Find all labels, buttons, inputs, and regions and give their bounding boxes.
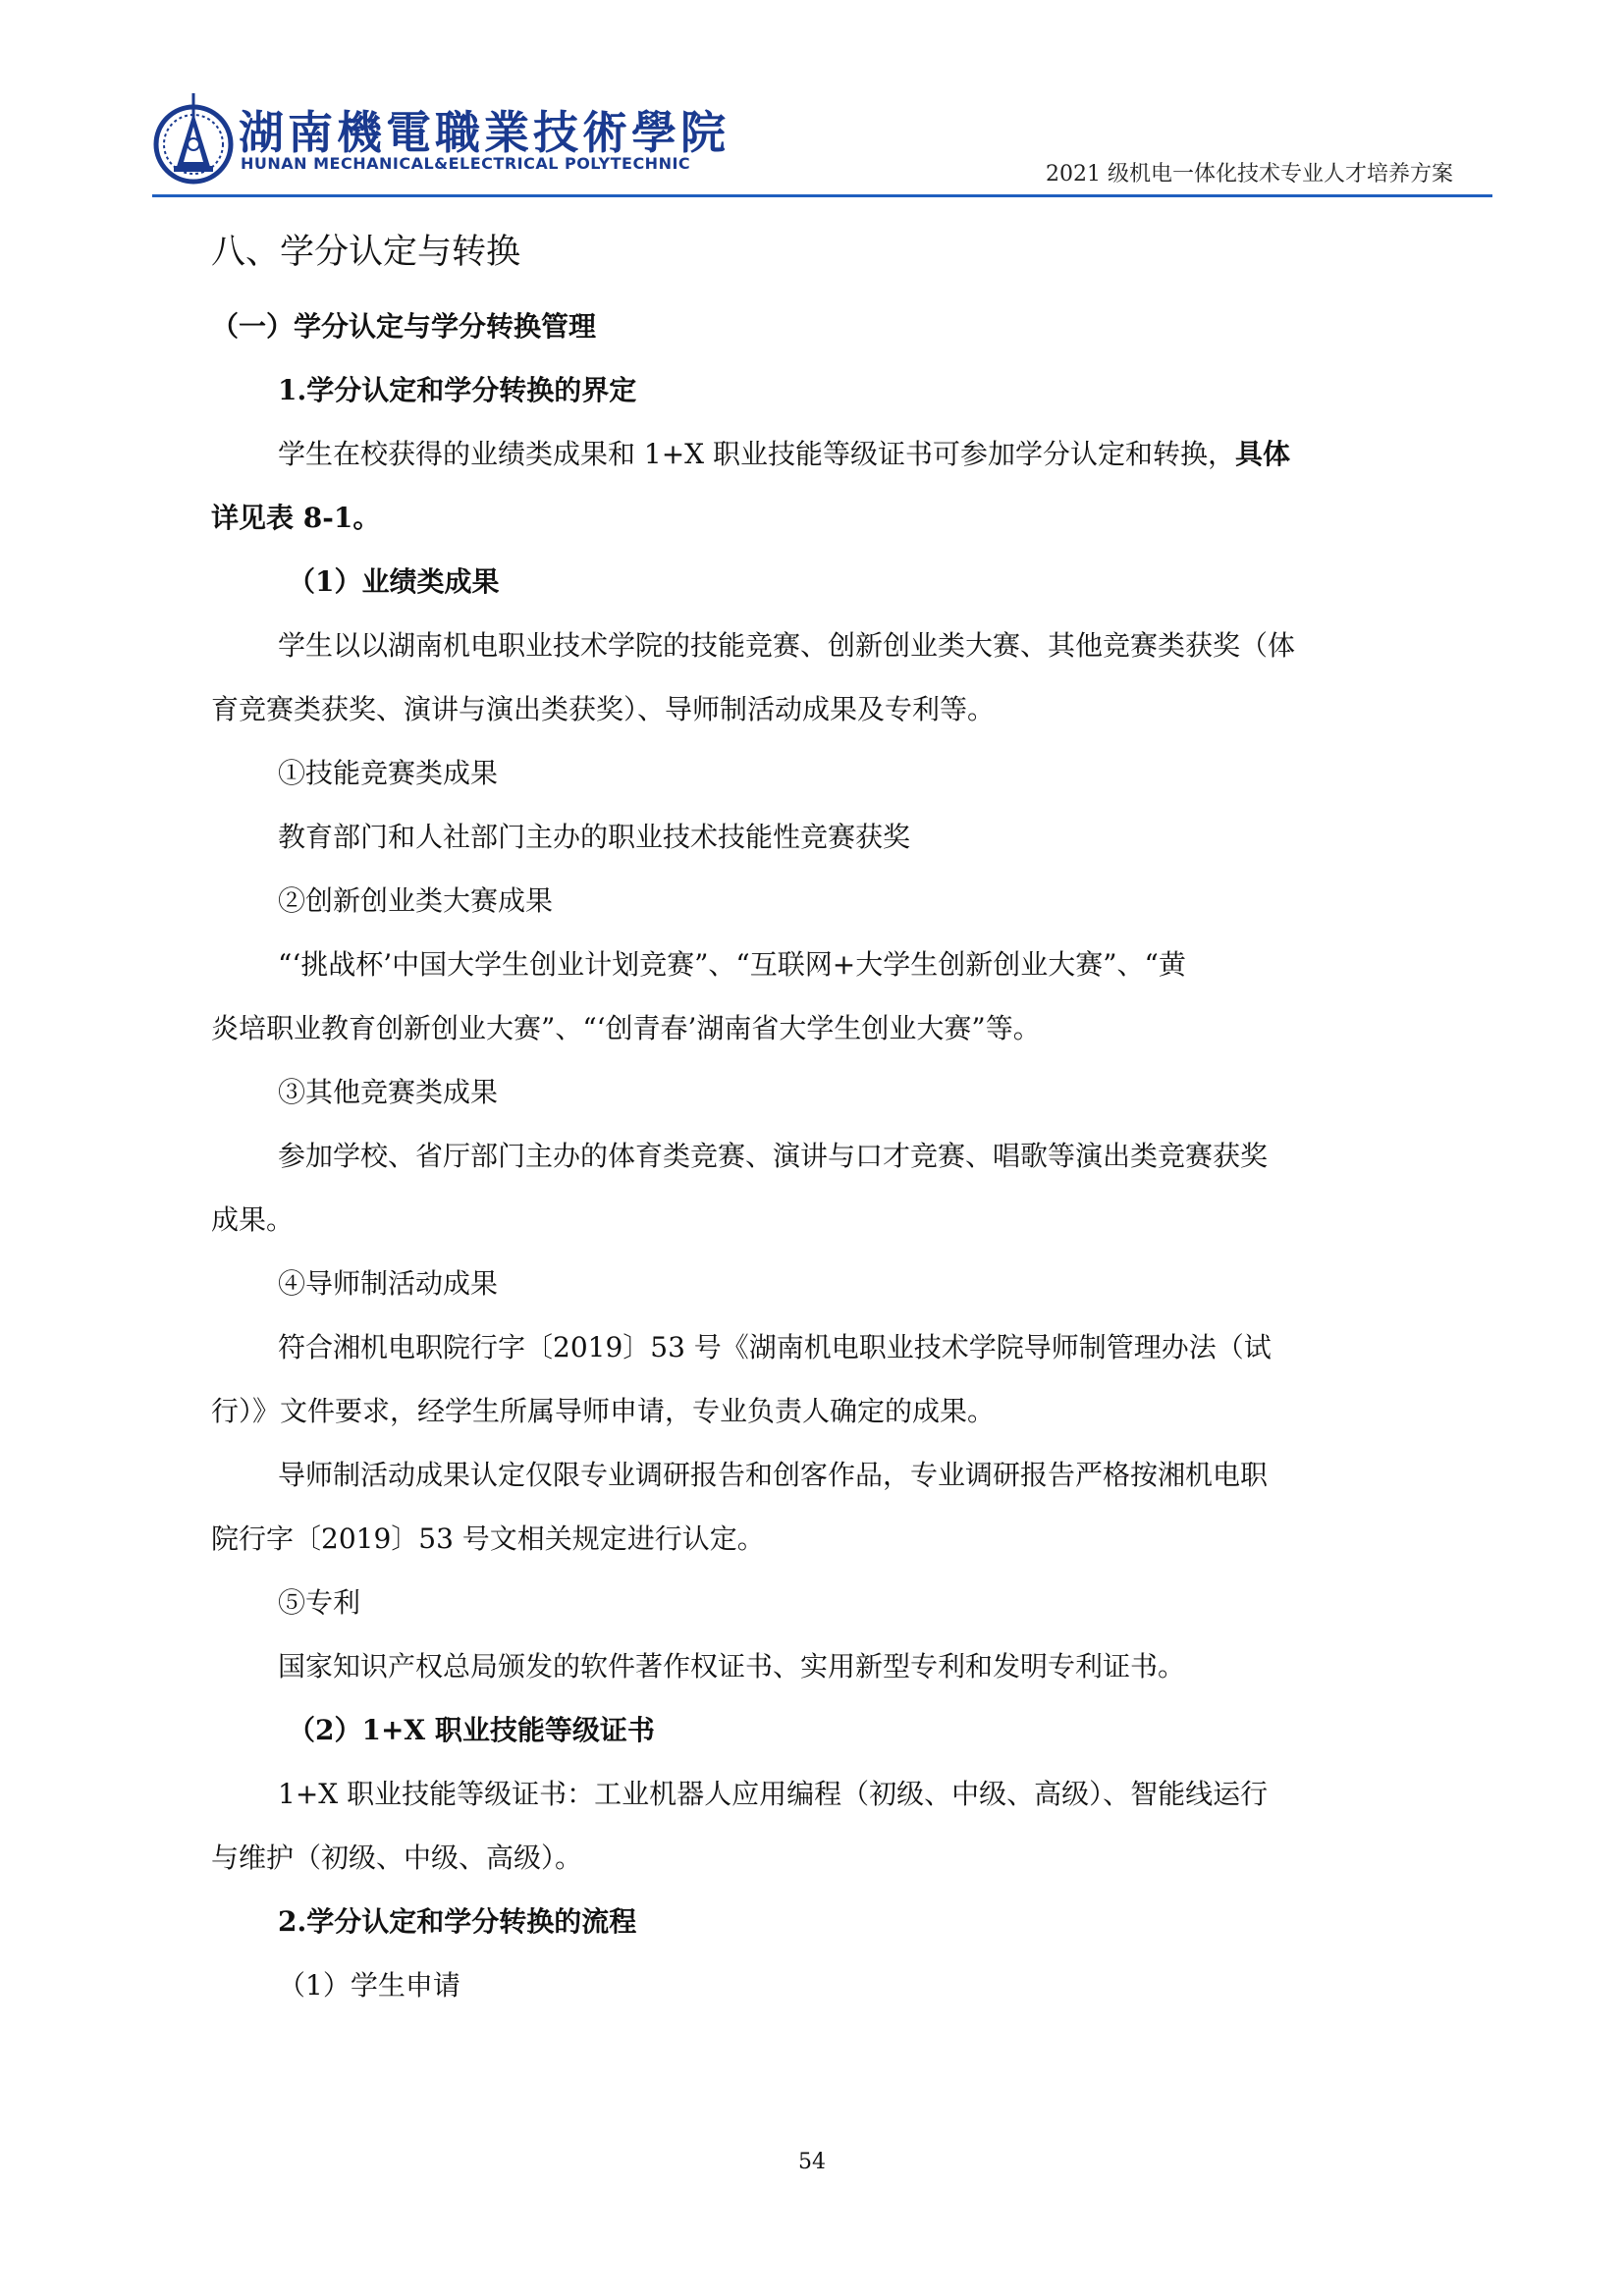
section-title: 八、学分认定与转换 bbox=[211, 233, 521, 272]
school-name-cn: 湖南機電職業技術學院 bbox=[239, 106, 730, 159]
category-4-text-line-3: 导师制活动成果认定仅限专业调研报告和创客作品，专业调研报告严格按湘机电职 bbox=[278, 1459, 1269, 1491]
category-2-text-line-2: 炎培职业教育创新创业大赛”、“‘创青春’湖南省大学生创业大赛”等。 bbox=[211, 1012, 1041, 1044]
category-2-text-line-1: “‘挑战杯’中国大学生创业计划竞赛”、“互联网+大学生创新创业大赛”、“黄 bbox=[278, 948, 1186, 981]
item-1-title: 1.学分认定和学分转换的界定 bbox=[278, 374, 637, 406]
category-4-text-line-1: 符合湘机电职院行字〔2019〕53 号《湖南机电职业技术学院导师制管理办法（试 bbox=[278, 1331, 1272, 1363]
item-2-title: 2.学分认定和学分转换的流程 bbox=[278, 1905, 637, 1938]
category-3-title: ③其他竞赛类成果 bbox=[278, 1076, 499, 1108]
page-header bbox=[152, 93, 1492, 201]
step-1-title: （1）学生申请 bbox=[278, 1969, 460, 2002]
school-logo bbox=[152, 93, 741, 191]
item-1-bold-text: 具体 bbox=[1235, 438, 1291, 470]
item-1-paragraph-line-2: 详见表 8-1。 bbox=[211, 502, 381, 534]
part-2-text-line-1: 1+X 职业技能等级证书：工业机器人应用编程（初级、中级、高级）、智能线运行 bbox=[278, 1778, 1269, 1810]
category-3-text-line-1: 参加学校、省厅部门主办的体育类竞赛、演讲与口才竞赛、唱歌等演出类竞赛获奖 bbox=[278, 1140, 1269, 1172]
header-divider bbox=[152, 194, 1492, 197]
category-5-title: ⑤专利 bbox=[278, 1586, 361, 1619]
part-2-text-line-2: 与维护（初级、中级、高级）。 bbox=[211, 1842, 583, 1874]
category-3-text-line-2: 成果。 bbox=[211, 1203, 295, 1236]
document-title: 2021 级机电一体化技术专业人才培养方案 bbox=[1046, 162, 1453, 187]
part-1-title: （1）业绩类成果 bbox=[288, 565, 500, 598]
category-4-text-line-4: 院行字〔2019〕53 号文相关规定进行认定。 bbox=[211, 1522, 765, 1555]
page-content bbox=[211, 226, 1453, 2017]
school-emblem-icon bbox=[152, 93, 235, 187]
category-1-text: 教育部门和人社部门主办的职业技术技能性竞赛获奖 bbox=[278, 821, 911, 853]
category-4-text-line-2: 行）》文件要求，经学生所属导师申请，专业负责人确定的成果。 bbox=[211, 1395, 996, 1427]
category-5-text: 国家知识产权总局颁发的软件著作权证书、实用新型专利和发明专利证书。 bbox=[278, 1650, 1186, 1682]
part-2-title: （2）1+X 职业技能等级证书 bbox=[288, 1714, 655, 1746]
category-1-title: ①技能竞赛类成果 bbox=[278, 757, 499, 789]
school-name-en: HUNAN MECHANICAL&ELECTRICAL POLYTECHNIC bbox=[241, 154, 691, 173]
part-1-paragraph-line-2: 育竞赛类获奖、演讲与演出类获奖）、导师制活动成果及专利等。 bbox=[211, 693, 996, 725]
part-1-paragraph-line-1: 学生以以湖南机电职业技术学院的技能竞赛、创新创业类大赛、其他竞赛类获奖（体 bbox=[278, 629, 1296, 662]
category-4-title: ④导师制活动成果 bbox=[278, 1267, 499, 1300]
category-2-title: ②创新创业类大赛成果 bbox=[278, 884, 554, 917]
item-1-paragraph-line-1 bbox=[211, 422, 1453, 486]
page-number: 54 bbox=[798, 2150, 826, 2174]
item-1-text: 学生在校获得的业绩类成果和 1+X 职业技能等级证书可参加学分认定和转换， bbox=[278, 438, 1236, 470]
subsection-title: （一）学分认定与学分转换管理 bbox=[211, 310, 597, 343]
